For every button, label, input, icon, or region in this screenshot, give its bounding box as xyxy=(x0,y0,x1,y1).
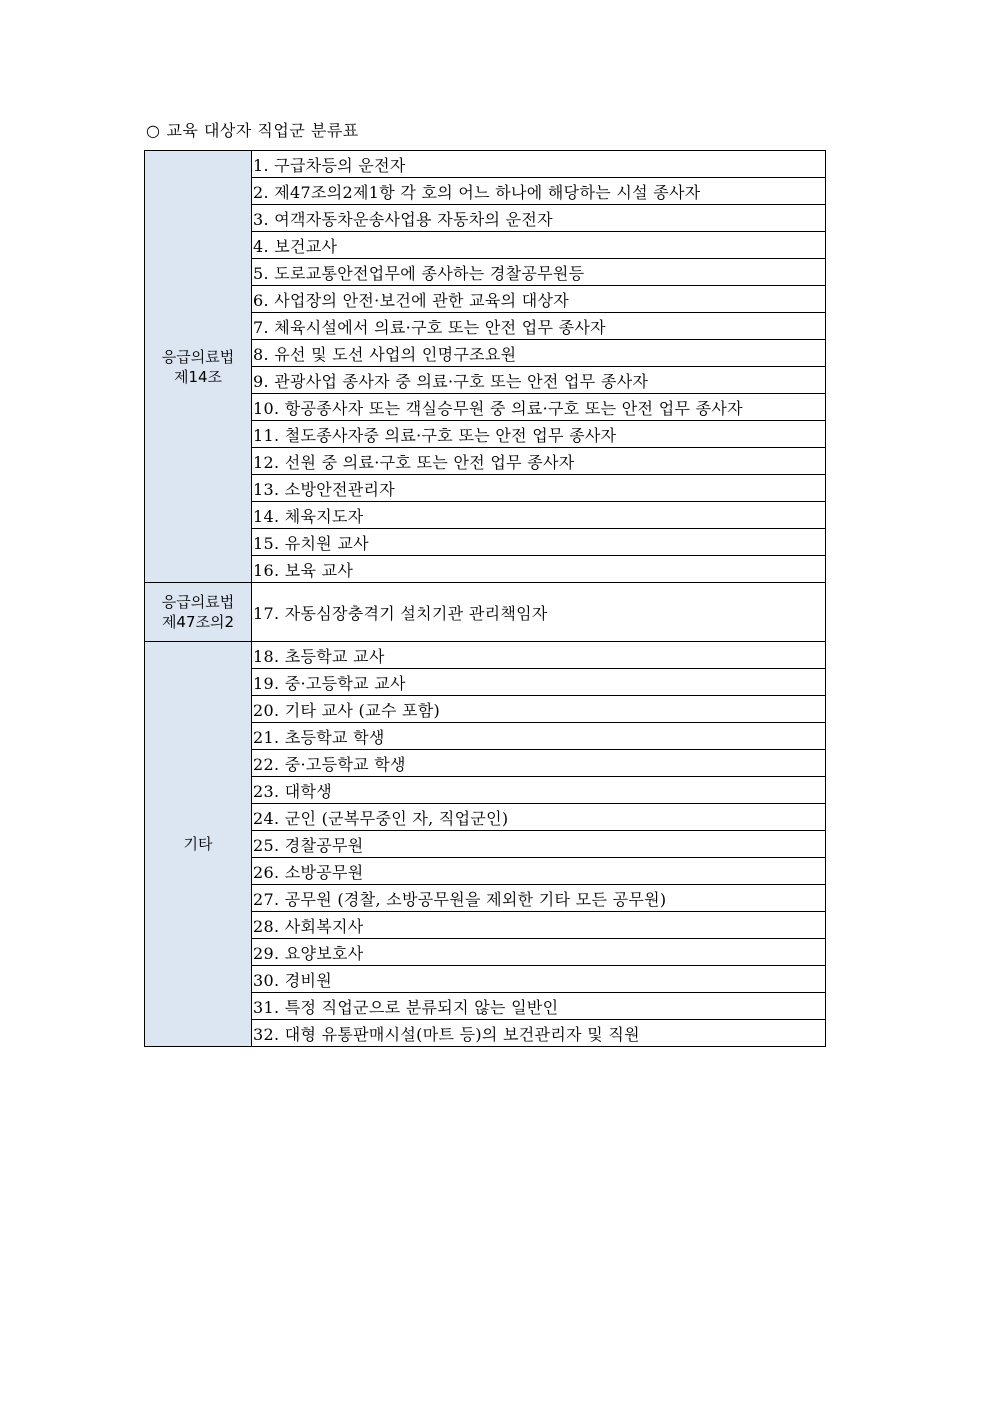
occupation-classification-table xyxy=(144,150,826,1047)
table-row xyxy=(145,151,826,178)
group-label: 응급의료법 제14조 xyxy=(161,347,235,386)
occupation-item: 18. 초등학교 교사 xyxy=(252,642,826,669)
occupation-item: 22. 중·고등학교 학생 xyxy=(252,750,826,777)
occupation-item: 32. 대형 유통판매시설(마트 등)의 보건관리자 및 직원 xyxy=(252,1020,826,1047)
occupation-item: 29. 요양보호사 xyxy=(252,939,826,966)
table-row xyxy=(145,642,826,669)
occupation-item: 26. 소방공무원 xyxy=(252,858,826,885)
occupation-item: 20. 기타 교사 (교수 포함) xyxy=(252,696,826,723)
occupation-item: 1. 구급차등의 운전자 xyxy=(252,151,826,178)
occupation-item: 8. 유선 및 도선 사업의 인명구조요원 xyxy=(252,340,826,367)
occupation-item: 23. 대학생 xyxy=(252,777,826,804)
group-label: 기타 xyxy=(183,835,213,853)
occupation-item: 25. 경찰공무원 xyxy=(252,831,826,858)
occupation-item: 15. 유치원 교사 xyxy=(252,529,826,556)
occupation-item: 14. 체육지도자 xyxy=(252,502,826,529)
occupation-item: 16. 보육 교사 xyxy=(252,556,826,583)
table-body xyxy=(145,151,826,1047)
occupation-item: 9. 관광사업 종사자 중 의료·구호 또는 안전 업무 종사자 xyxy=(252,367,826,394)
occupation-item: 10. 항공종사자 또는 객실승무원 중 의료·구호 또는 안전 업무 종사자 xyxy=(252,394,826,421)
occupation-item: 2. 제47조의2제1항 각 호의 어느 하나에 해당하는 시설 종사자 xyxy=(252,178,826,205)
occupation-item: 31. 특정 직업군으로 분류되지 않는 일반인 xyxy=(252,993,826,1020)
occupation-item: 4. 보건교사 xyxy=(252,232,826,259)
occupation-item: 6. 사업장의 안전·보건에 관한 교육의 대상자 xyxy=(252,286,826,313)
page-title-text: 교육 대상자 직업군 분류표 xyxy=(166,121,359,140)
page-title xyxy=(146,118,359,141)
occupation-item: 21. 초등학교 학생 xyxy=(252,723,826,750)
occupation-item: 7. 체육시설에서 의료·구호 또는 안전 업무 종사자 xyxy=(252,313,826,340)
occupation-item: 30. 경비원 xyxy=(252,966,826,993)
occupation-item: 27. 공무원 (경찰, 소방공무원을 제외한 기타 모든 공무원) xyxy=(252,885,826,912)
occupation-item: 24. 군인 (군복무중인 자, 직업군인) xyxy=(252,804,826,831)
occupation-item: 12. 선원 중 의료·구호 또는 안전 업무 종사자 xyxy=(252,448,826,475)
occupation-item: 3. 여객자동차운송사업용 자동차의 운전자 xyxy=(252,205,826,232)
occupation-item: 13. 소방안전관리자 xyxy=(252,475,826,502)
group-category-cell xyxy=(145,642,252,1047)
occupation-item: 17. 자동심장충격기 설치기관 관리책임자 xyxy=(252,583,826,642)
occupation-item: 19. 중·고등학교 교사 xyxy=(252,669,826,696)
circle-bullet-icon: ○ xyxy=(146,121,161,140)
group-category-cell xyxy=(145,151,252,583)
group-label: 응급의료법 제47조의2 xyxy=(161,593,235,631)
occupation-item: 5. 도로교통안전업무에 종사하는 경찰공무원등 xyxy=(252,259,826,286)
occupation-item: 28. 사회복지사 xyxy=(252,912,826,939)
occupation-item: 11. 철도종사자중 의료·구호 또는 안전 업무 종사자 xyxy=(252,421,826,448)
table-row xyxy=(145,583,826,642)
group-category-cell xyxy=(145,583,252,642)
